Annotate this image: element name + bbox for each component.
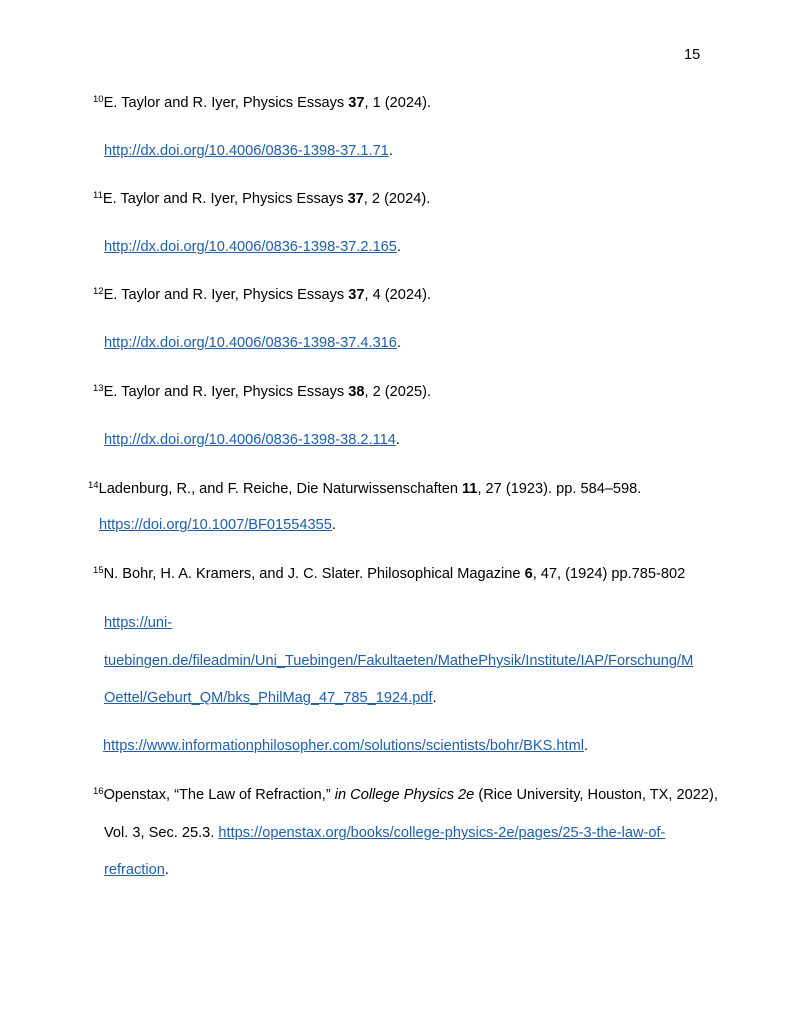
reference-16 [93, 786, 718, 804]
web-link[interactable]: https://www.informationphilosopher.com/solutions/scientists/bohr/BKS.html [103, 738, 585, 754]
reference-15-link-line-2 [104, 652, 693, 670]
doi-link[interactable]: http://dx.doi.org/10.4006/0836-1398-38.2.114 [104, 432, 396, 448]
reference-14 [88, 480, 641, 498]
ref-number: 10 [93, 94, 104, 105]
ref-details: , 1 (2024). [364, 95, 432, 111]
reference-11 [93, 190, 430, 208]
ref-details: (Rice University, Houston, TX, 2022), [474, 787, 718, 803]
ref-number: 12 [93, 286, 104, 297]
ref-details: , 27 (1923). pp. 584–598. [477, 481, 642, 497]
reference-10 [93, 94, 431, 112]
ref-volume-section: Vol. 3, Sec. 25.3. [104, 825, 219, 841]
ref-authors: E. Taylor and R. Iyer, Physics Essays [102, 191, 348, 207]
ref-authors: Ladenburg, R., and F. Reiche, Die Naturwissenschaften [98, 481, 462, 497]
ref-details: , 47, (1924) pp.785-802 [532, 566, 686, 582]
reference-13 [93, 383, 431, 401]
pdf-link-continued[interactable]: tuebingen.de/fileadmin/Uni_Tuebingen/Fakultaeten/MathePhysik/Institute/IAP/Forschung/M [104, 653, 694, 669]
ref-number: 15 [93, 565, 104, 576]
ref-volume: 37 [348, 287, 365, 303]
ref-number: 13 [93, 383, 104, 394]
ref-authors: E. Taylor and R. Iyer, Physics Essays [103, 95, 349, 111]
web-link-continued[interactable]: refraction [104, 862, 165, 878]
ref-volume: 11 [462, 481, 478, 497]
doi-link[interactable]: http://dx.doi.org/10.4006/0836-1398-37.4.316 [104, 335, 397, 351]
reference-16-line-3: refraction. [104, 862, 169, 878]
ref-number: 14 [88, 480, 99, 491]
ref-book-title: in College Physics 2e [334, 787, 475, 803]
ref-authors: E. Taylor and R. Iyer, Physics Essays [103, 287, 349, 303]
reference-15 [93, 565, 685, 583]
pdf-link[interactable]: https://uni- [104, 615, 173, 631]
ref-volume: 38 [348, 384, 365, 400]
reference-15-second-link-line: https://www.informationphilosopher.com/solutions/scientists/bohr/BKS.html. [103, 738, 589, 754]
reference-13-link-line: http://dx.doi.org/10.4006/0836-1398-38.2.114. [104, 432, 400, 448]
ref-authors: N. Bohr, H. A. Kramers, and J. C. Slater. Philosophical Magazine [103, 566, 525, 582]
ref-volume: 37 [347, 191, 364, 207]
ref-details: , 4 (2024). [364, 287, 432, 303]
ref-authors: E. Taylor and R. Iyer, Physics Essays [103, 384, 349, 400]
reference-15-link-line-1 [104, 614, 172, 632]
ref-details: , 2 (2025). [364, 384, 432, 400]
web-link[interactable]: https://openstax.org/books/college-physics-2e/pages/25-3-the-law-of- [218, 825, 666, 841]
reference-16-line-2 [104, 824, 665, 842]
pdf-link-continued[interactable]: Oettel/Geburt_QM/bks_PhilMag_47_785_1924.pdf [104, 690, 433, 706]
reference-12 [93, 286, 431, 304]
ref-number: 11 [93, 190, 103, 201]
ref-volume: 6 [524, 566, 533, 582]
reference-12-link-line: http://dx.doi.org/10.4006/0836-1398-37.4.316. [104, 335, 401, 351]
reference-15-link-line-3: Oettel/Geburt_QM/bks_PhilMag_47_785_1924.pdf. [104, 690, 437, 706]
reference-10-link-line: http://dx.doi.org/10.4006/0836-1398-37.1.71. [104, 143, 393, 159]
reference-11-link-line: http://dx.doi.org/10.4006/0836-1398-37.2.165. [104, 239, 401, 255]
doi-link[interactable]: http://dx.doi.org/10.4006/0836-1398-37.1.71 [104, 143, 389, 159]
doi-link[interactable]: https://doi.org/10.1007/BF01554355 [99, 517, 332, 533]
doi-link[interactable]: http://dx.doi.org/10.4006/0836-1398-37.2.165 [104, 239, 397, 255]
reference-14-link-line: https://doi.org/10.1007/BF01554355. [99, 517, 336, 533]
ref-number: 16 [93, 786, 104, 797]
page-number: 15 [684, 47, 701, 63]
ref-volume: 37 [348, 95, 365, 111]
ref-details: , 2 (2024). [363, 191, 431, 207]
ref-authors: Openstax, “The Law of Refraction,” [103, 787, 335, 803]
